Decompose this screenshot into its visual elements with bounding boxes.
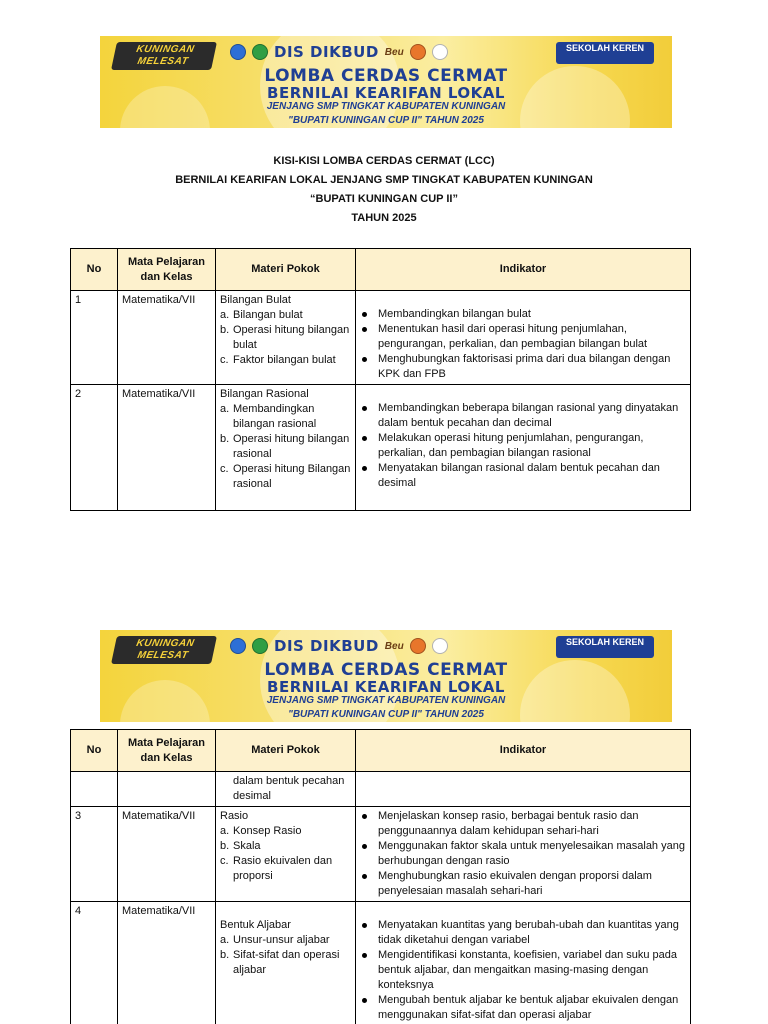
heading-line-4: TAHUN 2025 xyxy=(351,212,417,224)
materi-item: c. Rasio ekuivalen dan proporsi xyxy=(220,855,333,882)
row-materi xyxy=(216,291,356,385)
indikator-item: Menghubungkan faktorisasi prima dari dua bilangan dengan KPK dan FPB xyxy=(360,352,686,382)
indikator-item: Menggunakan faktor skala untuk menyelesaikan masalah yang berhubungan dengan rasio xyxy=(360,839,686,869)
materi-continuation: dalam bentuk pecahan desimal xyxy=(216,772,356,807)
row-indikator xyxy=(356,291,691,385)
header-indikator: Indikator xyxy=(356,249,691,291)
row-indikator xyxy=(356,807,691,902)
kuningan-melesat-logo: KUNINGAN MELESAT xyxy=(111,42,217,70)
header-mata-pelajaran: Mata Pelajaran dan Kelas xyxy=(118,249,216,291)
row-mapel: Matematika/VII xyxy=(118,807,216,902)
materi-title: Bilangan Rasional xyxy=(220,388,309,400)
banner-cup: "BUPATI KUNINGAN CUP II" TAHUN 2025 xyxy=(288,709,484,720)
header-materi-pokok: Materi Pokok xyxy=(216,249,356,291)
row-mapel: Matematika/VII xyxy=(118,902,216,1024)
banner-subtitle: BERNILAI KEARIFAN LOKAL xyxy=(267,84,505,102)
header-no: No xyxy=(71,249,118,291)
heading-line-2: BERNILAI KEARIFAN LOKAL JENJANG SMP TINGKAT KABUPATEN KUNINGAN xyxy=(175,174,593,186)
materi-item: c. Faktor bilangan bulat xyxy=(220,354,336,366)
heading-line-1: KISI-KISI LOMBA CERDAS CERMAT (LCC) xyxy=(273,155,495,167)
partner-logos xyxy=(230,40,448,64)
partner-seal-icon xyxy=(410,638,426,654)
row-no: 2 xyxy=(71,385,118,511)
dharma-wanita-seal-icon xyxy=(432,44,448,60)
banner-subtitle: BERNILAI KEARIFAN LOKAL xyxy=(267,678,505,696)
indikator-item: Menyatakan bilangan rasional dalam bentuk pecahan dan desimal xyxy=(360,461,686,491)
materi-title: Rasio xyxy=(220,810,249,822)
indikator-item: Melakukan operasi hitung penjumlahan, pengurangan, perkalian, dan pembagian bilangan rasional xyxy=(360,431,686,461)
row-indikator xyxy=(356,902,691,1024)
banner-title: LOMBA CERDAS CERMAT xyxy=(264,660,508,680)
row-materi xyxy=(216,385,356,511)
table-row xyxy=(71,807,691,902)
tut-wuri-logo-icon xyxy=(230,44,246,60)
table-row xyxy=(71,902,691,1024)
beu-logo: Beu xyxy=(384,640,404,652)
row-no: 1 xyxy=(71,291,118,385)
materi-item: a. Konsep Rasio xyxy=(220,825,302,837)
materi-item: a. Unsur-unsur aljabar xyxy=(220,934,330,946)
header-no: No xyxy=(71,730,118,772)
partner-seal-icon xyxy=(410,44,426,60)
partner-logos xyxy=(230,634,448,658)
materi-title: Bentuk Aljabar xyxy=(220,919,291,931)
kabupaten-seal-icon xyxy=(252,44,268,60)
indikator-item: Mengubah bentuk aljabar ke bentuk aljabar ekuivalen dengan menggunakan sifat-sifat dan operasi aljabar xyxy=(360,993,686,1023)
sekolah-keren-logo: SEKOLAH KEREN xyxy=(556,42,654,64)
row-mapel: Matematika/VII xyxy=(118,385,216,511)
row-materi xyxy=(216,807,356,902)
beu-logo: Beu xyxy=(384,46,404,58)
event-banner-1 xyxy=(100,36,672,128)
document-heading xyxy=(0,152,768,228)
indikator-item: Membandingkan beberapa bilangan rasional yang dinyatakan dalam bentuk pecahan dan decimal xyxy=(360,401,686,431)
indikator-item: Mengidentifikasi konstanta, koefisien, variabel dan suku pada bentuk aljabar, dan mengaitkan masing-masing dengan konteksnya xyxy=(360,948,686,993)
kuningan-melesat-logo: KUNINGAN MELESAT xyxy=(111,636,217,664)
disdikbud-logo: DIS DIKBUD xyxy=(274,637,379,655)
materi-item: b. Sifat-sifat dan operasi aljabar xyxy=(220,949,340,976)
table-row-continuation xyxy=(71,772,691,807)
header-mata-pelajaran: Mata Pelajaran dan Kelas xyxy=(118,730,216,772)
heading-line-3: “BUPATI KUNINGAN CUP II” xyxy=(310,193,458,205)
materi-item: a. Membandingkan bilangan rasional xyxy=(220,403,317,430)
materi-item: c. Operasi hitung Bilangan rasional xyxy=(220,463,351,490)
row-mapel: Matematika/VII xyxy=(118,291,216,385)
materi-title: Bilangan Bulat xyxy=(220,294,291,306)
table-row xyxy=(71,291,691,385)
row-no: 3 xyxy=(71,807,118,902)
kabupaten-seal-icon xyxy=(252,638,268,654)
materi-item: b. Operasi hitung bilangan bulat xyxy=(220,324,350,351)
event-banner-2 xyxy=(100,630,672,722)
indikator-item: Menentukan hasil dari operasi hitung penjumlahan, pengurangan, perkalian, dan pembagian bilangan bulat xyxy=(360,322,686,352)
table-row xyxy=(71,385,691,511)
row-materi xyxy=(216,902,356,1024)
materi-item: b. Operasi hitung bilangan rasional xyxy=(220,433,350,460)
indikator-item: Menghubungkan rasio ekuivalen dengan proporsi dalam penyelesaian masalah sehari-hari xyxy=(360,869,686,899)
header-materi-pokok: Materi Pokok xyxy=(216,730,356,772)
kisi-table-page-2 xyxy=(70,729,691,1024)
banner-cup: "BUPATI KUNINGAN CUP II" TAHUN 2025 xyxy=(288,115,484,126)
indikator-item: Menjelaskan konsep rasio, berbagai bentuk rasio dan penggunaannya dalam kehidupan sehari-hari xyxy=(360,809,686,839)
banner-level: JENJANG SMP TINGKAT KABUPATEN KUNINGAN xyxy=(266,695,506,706)
sekolah-keren-logo: SEKOLAH KEREN xyxy=(556,636,654,658)
header-indikator: Indikator xyxy=(356,730,691,772)
indikator-item: Membandingkan bilangan bulat xyxy=(360,307,686,322)
banner-title: LOMBA CERDAS CERMAT xyxy=(264,66,508,86)
materi-item: b. Skala xyxy=(220,840,261,852)
dharma-wanita-seal-icon xyxy=(432,638,448,654)
materi-item: a. Bilangan bulat xyxy=(220,309,303,321)
disdikbud-logo: DIS DIKBUD xyxy=(274,43,379,61)
indikator-item: Menyatakan kuantitas yang berubah-ubah dan kuantitas yang tidak diketahui dengan variabel xyxy=(360,918,686,948)
kisi-table-page-1 xyxy=(70,248,691,511)
banner-level: JENJANG SMP TINGKAT KABUPATEN KUNINGAN xyxy=(266,101,506,112)
row-no: 4 xyxy=(71,902,118,1024)
row-indikator xyxy=(356,385,691,511)
tut-wuri-logo-icon xyxy=(230,638,246,654)
